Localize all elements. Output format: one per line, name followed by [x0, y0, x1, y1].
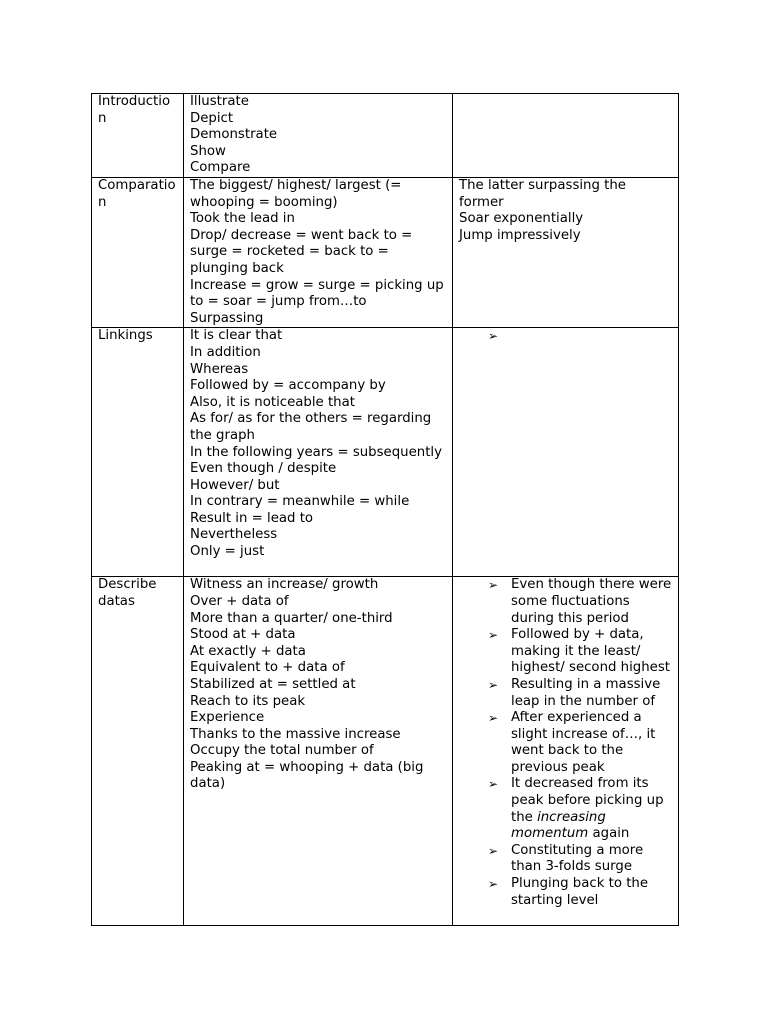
table-row-introduction	[92, 94, 679, 178]
row-label-cell	[92, 94, 184, 178]
phrase-item: Occupy the total number of	[190, 743, 374, 759]
phrase-item: Reach to its peak	[190, 693, 306, 709]
extras-cell	[453, 328, 679, 577]
phrases-cell	[184, 94, 453, 178]
phrase-item: In contrary = meanwhile = while	[190, 494, 410, 510]
arrow-bullet-icon: ➢	[488, 677, 499, 692]
phrase-item: Nevertheless	[190, 527, 278, 543]
list-item	[483, 627, 676, 677]
phrase-item: In the following years = subsequently	[190, 444, 442, 460]
arrow-bullet-icon: ➢	[488, 877, 499, 892]
list-item	[483, 843, 676, 876]
bullet-text: Plunging back to the starting level	[511, 876, 649, 908]
extras-cell	[453, 94, 679, 178]
phrases-cell	[184, 178, 453, 328]
phrase-item: Drop/ decrease = went back to = surge = rocketed = back to = plunging back	[190, 227, 413, 276]
row-label: Linkings	[98, 328, 153, 344]
row-label-cell	[92, 178, 184, 328]
phrase-item: Followed by = accompany by	[190, 378, 386, 394]
arrow-bullet-icon: ➢	[488, 777, 499, 792]
extra-item: Soar exponentially	[459, 211, 584, 227]
list-item	[483, 710, 676, 776]
extras-cell	[453, 178, 679, 328]
list-item	[483, 876, 676, 909]
row-label-cell	[92, 328, 184, 577]
bullet-text: After experienced a slight increase of…, it went back to the previous peak	[511, 710, 656, 775]
bullet-text: It decreased from its peak before picking up the	[511, 776, 664, 825]
phrase-item: Surpassing	[190, 310, 264, 326]
list-item	[483, 776, 676, 842]
phrase-item: As for/ as for the others = regarding the graph	[190, 411, 432, 443]
arrow-bullet-icon: ➢	[488, 843, 499, 858]
extra-item: The latter surpassing the former	[459, 178, 626, 210]
phrase-item: Took the lead in	[190, 211, 295, 227]
phrases-cell	[184, 328, 453, 577]
row-label: Comparation	[98, 178, 176, 210]
phrase-item: In addition	[190, 344, 261, 360]
bullet-text: Constituting a more than 3-folds surge	[511, 842, 644, 875]
phrase-item: Only = just	[190, 544, 265, 560]
table-row-linkings	[92, 328, 679, 577]
arrow-bullet-icon: ➢	[488, 628, 499, 643]
row-label: Introduction	[98, 94, 171, 126]
phrase-item: It is clear that	[190, 328, 283, 344]
bullet-text: Resulting in a massive leap in the number of	[511, 676, 661, 709]
phrase-item: Show	[190, 143, 226, 159]
phrase-item: Demonstrate	[190, 127, 278, 143]
phrase-item: Compare	[190, 160, 251, 176]
row-label: Describe datas	[98, 577, 157, 609]
arrow-bullet-icon: ➢	[488, 711, 499, 726]
list-item	[483, 677, 676, 710]
emphasis-text: increasing momentum	[511, 809, 606, 842]
phrase-item: Increase = grow = surge = picking up to = soar = jump from…to	[190, 277, 444, 310]
phrase-item: However/ but	[190, 477, 280, 493]
phrases-cell	[184, 577, 453, 926]
phrase-item: Witness an increase/ growth	[190, 577, 379, 593]
bullet-list	[459, 577, 676, 909]
phrase-item: Stood at + data	[190, 627, 296, 643]
vocabulary-table	[91, 93, 679, 926]
table-row-describe-datas	[92, 577, 679, 926]
bullet-text: Even though there were some fluctuations during this period	[511, 577, 672, 626]
phrase-item: Over + data of	[190, 593, 289, 609]
phrase-item: Stabilized at = settled at	[190, 676, 356, 692]
list-item	[483, 577, 676, 627]
row-label-cell	[92, 577, 184, 926]
bullet-text: Followed by + data, making it the least/ highest/ second highest	[511, 627, 670, 676]
phrase-item: Equivalent to + data of	[190, 660, 345, 676]
arrow-bullet-icon: ➢	[488, 578, 499, 593]
phrase-item: Also, it is noticeable that	[190, 394, 355, 410]
extras-cell	[453, 577, 679, 926]
phrase-item: Depict	[190, 110, 234, 126]
phrase-item: Result in = lead to	[190, 510, 314, 526]
phrase-item: At exactly + data	[190, 643, 306, 659]
phrase-item: Illustrate	[190, 94, 249, 109]
arrow-bullet-icon: ➢	[488, 329, 499, 344]
phrase-item: The biggest/ highest/ largest (= whooping = booming)	[190, 178, 402, 210]
bullet-text-tail: again	[588, 826, 630, 842]
extra-item: Jump impressively	[459, 227, 581, 243]
table-row-comparation	[92, 178, 679, 328]
phrase-item: Experience	[190, 710, 265, 726]
phrase-item: More than a quarter/ one-third	[190, 610, 393, 626]
phrase-item: Peaking at = whooping + data (big data)	[190, 759, 424, 792]
phrase-item: Even though / despite	[190, 461, 337, 477]
phrase-item: Thanks to the massive increase	[190, 726, 401, 742]
phrase-item: Whereas	[190, 361, 249, 377]
